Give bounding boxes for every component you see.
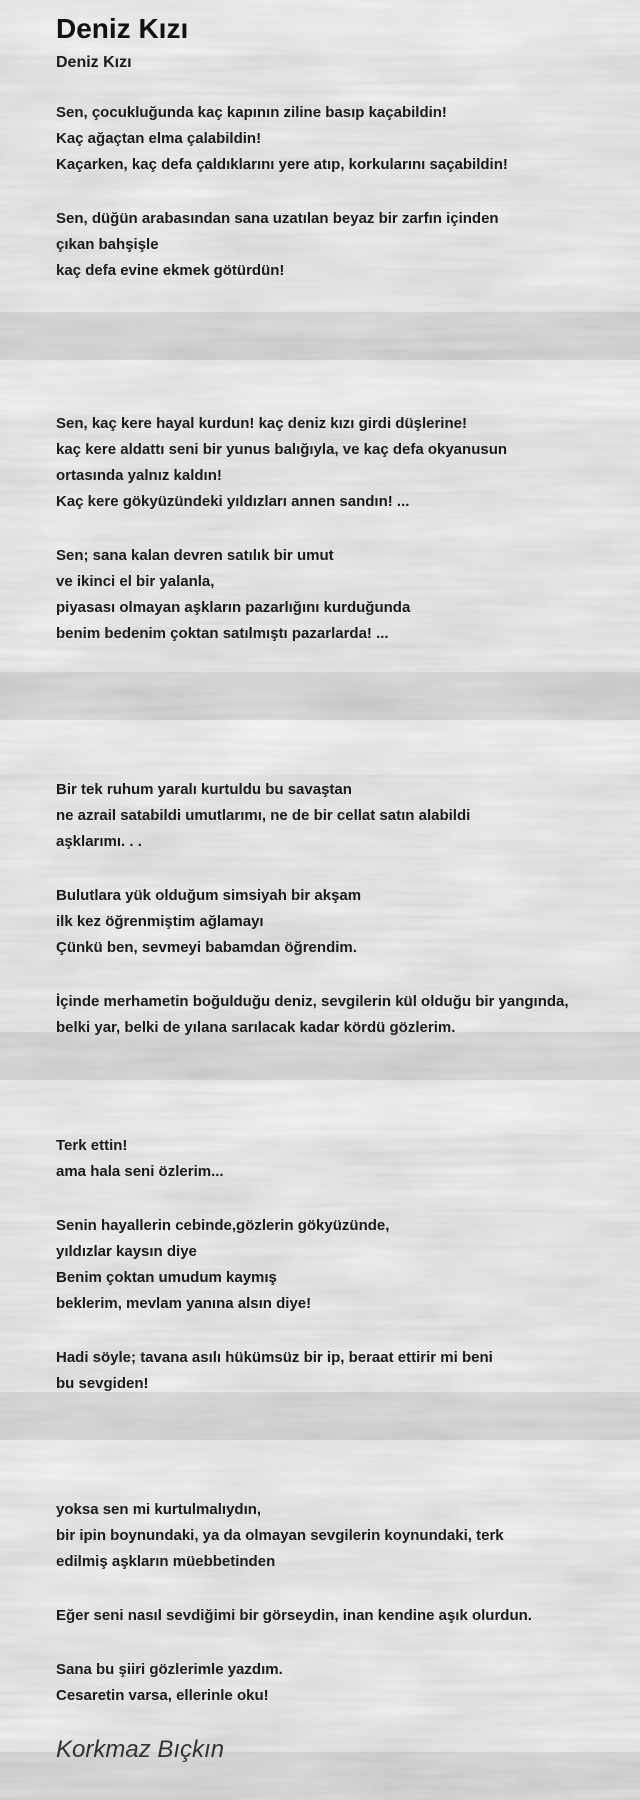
poem-section-5	[0, 1440, 640, 1800]
poem-line: bir ipin boynundaki, ya da olmayan sevgilerin koynundaki, terk	[56, 1527, 504, 1544]
stanza	[56, 543, 602, 647]
poem-line: Sen, kaç kere hayal kurdun! kaç deniz kızı girdi düşlerine!	[56, 415, 467, 432]
poem-line: Hadi söyle; tavana asılı hükümsüz bir ip, beraat ettirir mi beni	[56, 1349, 493, 1366]
stanza	[56, 777, 602, 855]
poem-line: Sana bu şiiri gözlerimle yazdım.	[56, 1661, 283, 1678]
poem-line: Senin hayallerin cebinde,gözlerin gökyüzünde,	[56, 1217, 390, 1234]
section-stanzas	[56, 1133, 602, 1397]
stanza	[56, 1213, 602, 1317]
section-stanzas	[56, 411, 602, 647]
poem-section-4	[0, 1080, 640, 1440]
stanza	[56, 1603, 602, 1629]
stanza	[56, 883, 602, 961]
stanza	[56, 206, 602, 284]
stanza	[56, 989, 602, 1041]
poem-line: Çünkü ben, sevmeyi babamdan öğrendim.	[56, 939, 357, 956]
poem-line: İçinde merhametin boğulduğu deniz, sevgilerin kül olduğu bir yangında,	[56, 993, 569, 1010]
poem-line: Kaçarken, kaç defa çaldıklarını yere atıp, korkularını saçabildin!	[56, 156, 508, 173]
poem-line: beklerim, mevlam yanına alsın diye!	[56, 1295, 312, 1312]
stanza	[56, 411, 602, 515]
poem-line: yoksa sen mi kurtulmalıydın,	[56, 1501, 262, 1518]
poem-line: ilk kez öğrenmiştim ağlamayı	[56, 913, 264, 930]
poem-line: Benim çoktan umudum kaymış	[56, 1269, 277, 1286]
poem-line: Eğer seni nasıl sevdiğimi bir görseydin, inan kendine aşık olurdun.	[56, 1607, 532, 1624]
poem-line: belki yar, belki de yılana sarılacak kadar kördü gözlerim.	[56, 1019, 456, 1036]
poem-line: Cesaretin varsa, ellerinle oku!	[56, 1687, 269, 1704]
poem-line: piyasası olmayan aşkların pazarlığını kurduğunda	[56, 599, 411, 616]
poem-section-1	[0, 0, 640, 360]
poem-line: benim bedenim çoktan satılmıştı pazarlarda! ...	[56, 625, 389, 642]
section-stanzas	[56, 777, 602, 1041]
poem-line: kaç kere aldattı seni bir yunus balığıyla, ve kaç defa okyanusun	[56, 441, 508, 458]
section-stanzas	[56, 100, 602, 284]
section-stanzas	[56, 1497, 602, 1709]
poem-line: Kaç ağaçtan elma çalabildin!	[56, 130, 262, 147]
stanza	[56, 1497, 602, 1575]
page-title: Deniz Kızı	[56, 13, 189, 44]
author-signature: Korkmaz Bıçkın	[56, 1736, 225, 1763]
poem-line: aşklarımı. . .	[56, 833, 142, 850]
poem-line: Bulutlara yük olduğum simsiyah bir akşam	[56, 887, 362, 904]
poem-line: Bir tek ruhum yaralı kurtuldu bu savaştan	[56, 781, 352, 798]
poem-line: Sen, çocukluğunda kaç kapının ziline basıp kaçabildin!	[56, 104, 447, 121]
poem-line: ortasında yalnız kaldın!	[56, 467, 222, 484]
poem-line: ne azrail satabildi umutlarımı, ne de bir cellat satın alabildi	[56, 807, 471, 824]
poem-line: Kaç kere gökyüzündeki yıldızları annen sandın! ...	[56, 493, 410, 510]
poem-line: Sen; sana kalan devren satılık bir umut	[56, 547, 334, 564]
poem-section-2	[0, 360, 640, 720]
stanza	[56, 1657, 602, 1709]
poem-section-3	[0, 720, 640, 1080]
poem-subtitle: Deniz Kızı	[56, 54, 132, 71]
poem-line: ve ikinci el bir yalanla,	[56, 573, 215, 590]
stanza	[56, 100, 602, 178]
poem-line: Sen, düğün arabasından sana uzatılan beyaz bir zarfın içinden	[56, 210, 499, 227]
poem-line: bu sevgiden!	[56, 1375, 149, 1392]
poem-line: ama hala seni özlerim...	[56, 1163, 224, 1180]
stanza	[56, 1345, 602, 1397]
stanza	[56, 1133, 602, 1185]
poem-line: edilmiş aşkların müebbetinden	[56, 1553, 276, 1570]
poem-line: Terk ettin!	[56, 1137, 128, 1154]
poem-line: yıldızlar kaysın diye	[56, 1243, 197, 1260]
poem-line: çıkan bahşişle	[56, 236, 159, 253]
poem-line: kaç defa evine ekmek götürdün!	[56, 262, 285, 279]
